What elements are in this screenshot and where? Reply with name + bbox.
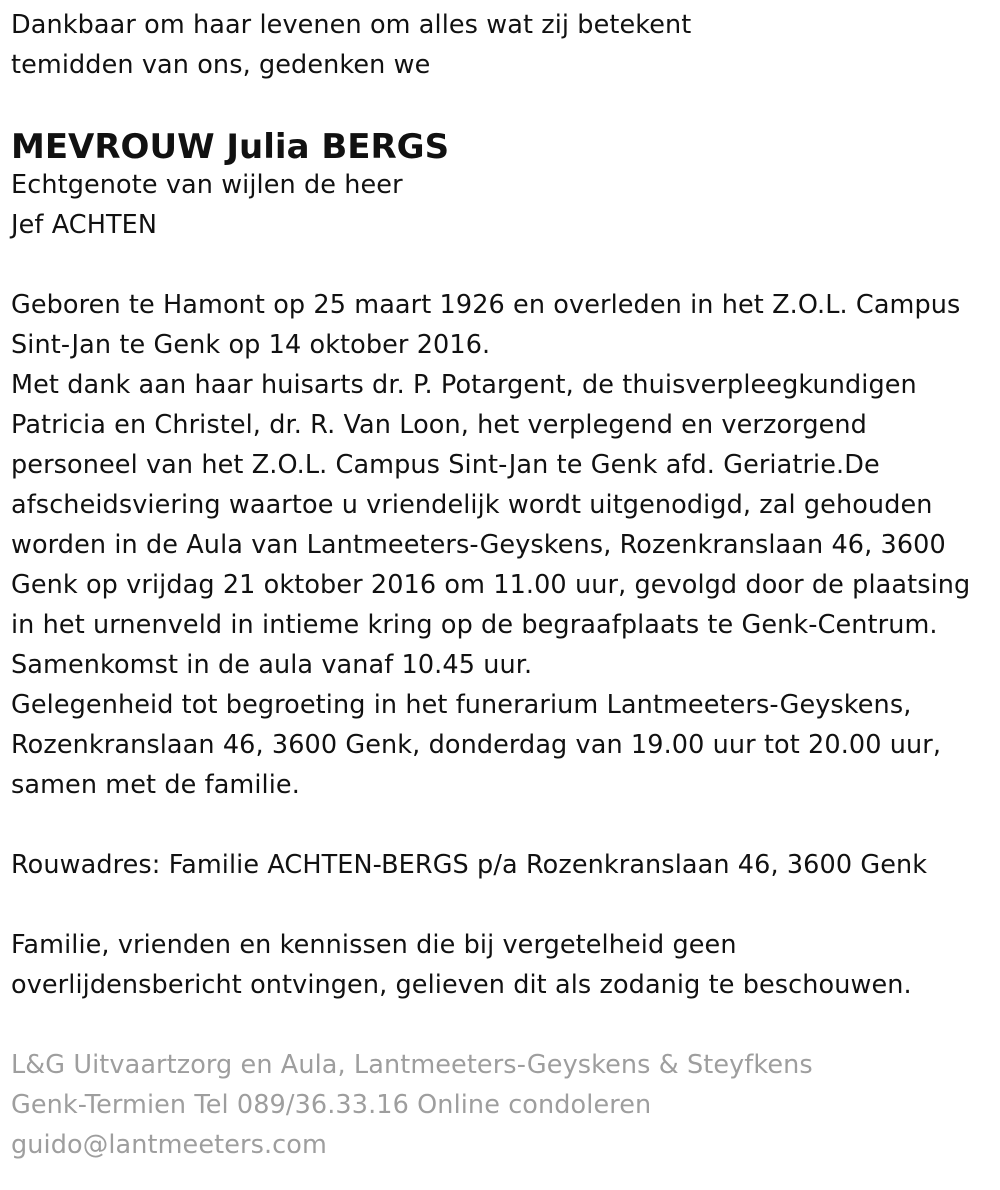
spacer [11, 1005, 996, 1045]
intro-line: temidden van ons, gedenken we [11, 50, 431, 80]
body-line: Gelegenheid tot begroeting in het funerarium Lantmeeters-Geyskens, [11, 690, 912, 720]
footer-company: L&G Uitvaartzorg en Aula, Lantmeeters-Geyskens & Steyfkens [11, 1050, 813, 1080]
spacer [11, 245, 996, 285]
body-line: personeel van het Z.O.L. Campus Sint-Jan te Genk afd. Geriatrie.De [11, 450, 880, 480]
body-line: afscheidsviering waartoe u vriendelijk wordt uitgenodigd, zal gehouden [11, 490, 933, 520]
body-line: Met dank aan haar huisarts dr. P. Potargent, de thuisverpleegkundigen [11, 370, 917, 400]
spouse-text [11, 165, 996, 245]
spacer [11, 85, 996, 125]
spouse-line: Echtgenote van wijlen de heer [11, 170, 403, 200]
spacer [11, 885, 996, 925]
body-line: samen met de familie. [11, 770, 300, 800]
body-line: Geboren te Hamont op 25 maart 1926 en overleden in het Z.O.L. Campus [11, 290, 961, 320]
notice-text [11, 925, 996, 1005]
body-line: Sint-Jan te Genk op 14 oktober 2016. [11, 330, 491, 360]
footer-contact: Genk-Termien Tel 089/36.33.16 Online condoleren [11, 1090, 652, 1120]
spacer [11, 805, 996, 845]
notice-line: overlijdensbericht ontvingen, gelieven dit als zodanig te beschouwen. [11, 970, 912, 1000]
obituary-notice [11, 5, 996, 1165]
body-line: Patricia en Christel, dr. R. Van Loon, het verplegend en verzorgend [11, 410, 867, 440]
body-line: in het urnenveld in intieme kring op de begraafplaats te Genk-Centrum. [11, 610, 938, 640]
spouse-line: Jef ACHTEN [11, 210, 158, 240]
body-line: Samenkomst in de aula vanaf 10.45 uur. [11, 650, 533, 680]
email-link[interactable]: guido@lantmeeters.com [11, 1130, 327, 1160]
deceased-name: MEVROUW Julia BERGS [11, 127, 450, 167]
body-text [11, 285, 996, 805]
intro-text [11, 5, 996, 85]
body-line: Genk op vrijdag 21 oktober 2016 om 11.00 uur, gevolgd door de plaatsing [11, 570, 971, 600]
intro-line: Dankbaar om haar levenen om alles wat zij betekent [11, 10, 692, 40]
body-line: Rozenkranslaan 46, 3600 Genk, donderdag van 19.00 uur tot 20.00 uur, [11, 730, 942, 760]
footer-email-line [11, 1125, 996, 1165]
mourning-address: Rouwadres: Familie ACHTEN-BERGS p/a Rozenkranslaan 46, 3600 Genk [11, 850, 928, 880]
body-line: worden in de Aula van Lantmeeters-Geyskens, Rozenkranslaan 46, 3600 [11, 530, 946, 560]
notice-line: Familie, vrienden en kennissen die bij vergetelheid geen [11, 930, 737, 960]
funeral-home-footer [11, 1045, 996, 1165]
